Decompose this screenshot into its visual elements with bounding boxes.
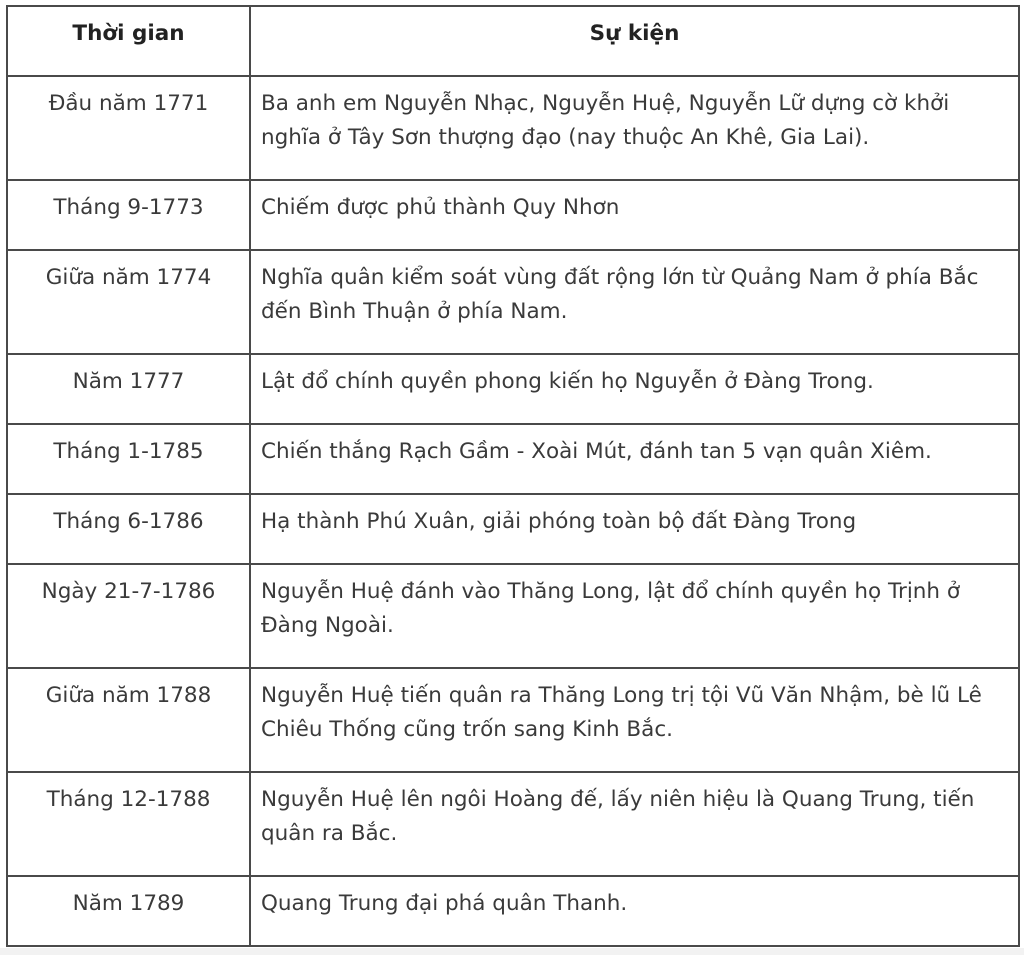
time-cell: Tháng 9-1773 [7, 180, 250, 250]
event-cell: Ba anh em Nguyễn Nhạc, Nguyễn Huệ, Nguyễn Lữ dựng cờ khởi nghĩa ở Tây Sơn thượng đạo (nay thuộc An Khê, Gia Lai). [250, 76, 1019, 180]
event-cell: Lật đổ chính quyền phong kiến họ Nguyễn ở Đàng Trong. [250, 354, 1019, 424]
event-cell: Chiếm được phủ thành Quy Nhơn [250, 180, 1019, 250]
event-cell: Chiến thắng Rạch Gầm - Xoài Mút, đánh tan 5 vạn quân Xiêm. [250, 424, 1019, 494]
table-row [7, 668, 1019, 772]
event-cell: Quang Trung đại phá quân Thanh. [250, 876, 1019, 946]
table-row [7, 76, 1019, 180]
event-cell: Nguyễn Huệ đánh vào Thăng Long, lật đổ chính quyền họ Trịnh ở Đàng Ngoài. [250, 564, 1019, 668]
event-cell: Nguyễn Huệ tiến quân ra Thăng Long trị tội Vũ Văn Nhậm, bè lũ Lê Chiêu Thống cũng trốn sang Kinh Bắc. [250, 668, 1019, 772]
table-row [7, 354, 1019, 424]
table-row [7, 876, 1019, 946]
time-cell: Giữa năm 1788 [7, 668, 250, 772]
table-row [7, 772, 1019, 876]
header-event: Sự kiện [250, 6, 1019, 76]
time-cell: Giữa năm 1774 [7, 250, 250, 354]
time-cell: Năm 1789 [7, 876, 250, 946]
time-cell: Tháng 12-1788 [7, 772, 250, 876]
table-header-row [7, 6, 1019, 76]
bottom-divider [0, 948, 1024, 955]
table-row [7, 564, 1019, 668]
table-row [7, 250, 1019, 354]
event-cell: Hạ thành Phú Xuân, giải phóng toàn bộ đất Đàng Trong [250, 494, 1019, 564]
time-cell: Tháng 6-1786 [7, 494, 250, 564]
time-cell: Năm 1777 [7, 354, 250, 424]
table-row [7, 180, 1019, 250]
time-cell: Đầu năm 1771 [7, 76, 250, 180]
header-time: Thời gian [7, 6, 250, 76]
history-table [6, 5, 1020, 947]
table-row [7, 494, 1019, 564]
time-cell: Tháng 1-1785 [7, 424, 250, 494]
time-cell: Ngày 21-7-1786 [7, 564, 250, 668]
table-row [7, 424, 1019, 494]
event-cell: Nguyễn Huệ lên ngôi Hoàng đế, lấy niên hiệu là Quang Trung, tiến quân ra Bắc. [250, 772, 1019, 876]
event-cell: Nghĩa quân kiểm soát vùng đất rộng lớn từ Quảng Nam ở phía Bắc đến Bình Thuận ở phía Nam. [250, 250, 1019, 354]
